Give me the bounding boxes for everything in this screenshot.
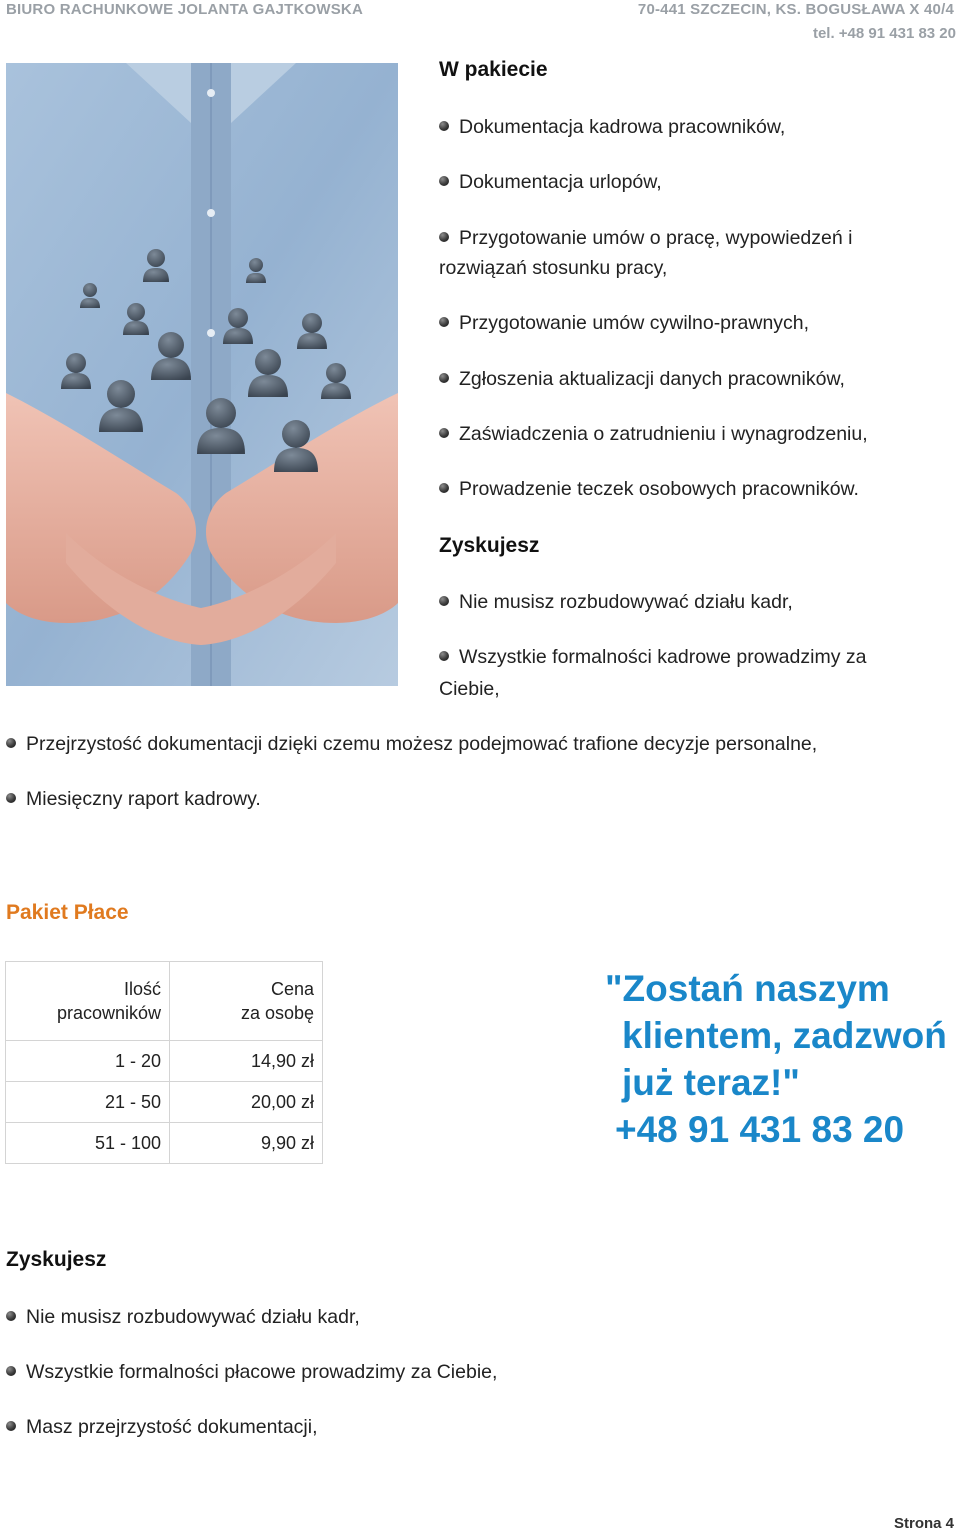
cta-phone[interactable]: +48 91 431 83 20: [615, 1109, 905, 1150]
bullet-icon: [439, 373, 449, 383]
cta-line: "Zostań naszym: [605, 968, 890, 1009]
cta-line: już teraz!": [622, 1062, 800, 1103]
list-item: Nie musisz rozbudowywać działu kadr,: [6, 1302, 946, 1332]
cell-price: 9,90 zł: [170, 1123, 323, 1164]
bullet-icon: [439, 232, 449, 242]
cta-line: klientem, zadzwoń: [622, 1015, 947, 1056]
list-item: Zgłoszenia aktualizacji danych pracowników,: [439, 364, 944, 394]
company-name: BIURO RACHUNKOWE JOLANTA GAJTKOWSKA: [6, 1, 363, 18]
cell-range: 21 - 50: [6, 1082, 170, 1123]
bullet-icon: [439, 651, 449, 661]
bullet-icon: [439, 317, 449, 327]
page-number: Strona 4: [893, 1515, 954, 1532]
company-address: 70-441 SZCZECIN, KS. BOGUSŁAWA X 40/4: [637, 1, 954, 18]
bullet-icon: [6, 1366, 16, 1376]
table-row: [6, 1082, 323, 1123]
call-to-action: [605, 965, 947, 1153]
list-item: Dokumentacja kadrowa pracowników,: [439, 112, 944, 142]
cell-price: 20,00 zł: [170, 1082, 323, 1123]
list-item: Miesięczny raport kadrowy.: [6, 784, 946, 814]
list-item: Dokumentacja urlopów,: [439, 167, 944, 197]
benefits-title-place: Zyskujesz: [6, 1248, 107, 1271]
header-cell-price: Cena za osobę: [170, 962, 323, 1041]
bullet-icon: [439, 483, 449, 493]
table-row: [6, 1123, 323, 1164]
list-item: Zaświadczenia o zatrudnieniu i wynagrodzeniu,: [439, 419, 944, 449]
bullet-icon: [439, 428, 449, 438]
bullet-icon: [439, 596, 449, 606]
bullet-icon: [6, 738, 16, 748]
company-phone: tel. +48 91 431 83 20: [812, 25, 956, 42]
list-item: Przygotowanie umów cywilno-prawnych,: [439, 308, 944, 338]
list-item: Przygotowanie umów o pracę, wypowiedzeń i: [439, 223, 944, 253]
cell-range: 51 - 100: [6, 1123, 170, 1164]
bullet-icon: [6, 1311, 16, 1321]
list-item: Nie musisz rozbudowywać działu kadr,: [439, 587, 944, 617]
cell-range: 1 - 20: [6, 1041, 170, 1082]
section-title-place: Pakiet Płace: [6, 901, 129, 924]
price-table: [5, 961, 323, 1164]
list-item: Prowadzenie teczek osobowych pracowników.: [439, 474, 944, 504]
list-item-continuation: rozwiązań stosunku pracy,: [439, 257, 668, 279]
cell-price: 14,90 zł: [170, 1041, 323, 1082]
benefits-title: Zyskujesz: [439, 534, 540, 557]
list-item: Wszystkie formalności kadrowe prowadzimy za: [439, 642, 944, 672]
bullet-icon: [6, 1421, 16, 1431]
bullet-icon: [6, 793, 16, 803]
bullet-icon: [439, 121, 449, 131]
package-title: W pakiecie: [439, 58, 548, 81]
table-header-row: [6, 962, 323, 1041]
list-item: Przejrzystość dokumentacji dzięki czemu możesz podejmować trafione decyzje personalne,: [6, 729, 946, 759]
list-item: Wszystkie formalności płacowe prowadzimy za Ciebie,: [6, 1357, 946, 1387]
bullet-icon: [439, 176, 449, 186]
list-item: Masz przejrzystość dokumentacji,: [6, 1412, 946, 1442]
hands-people-photo: [6, 63, 398, 686]
table-row: [6, 1041, 323, 1082]
header-cell-count: Ilość pracowników: [6, 962, 170, 1041]
list-item-continuation: Ciebie,: [439, 678, 500, 700]
